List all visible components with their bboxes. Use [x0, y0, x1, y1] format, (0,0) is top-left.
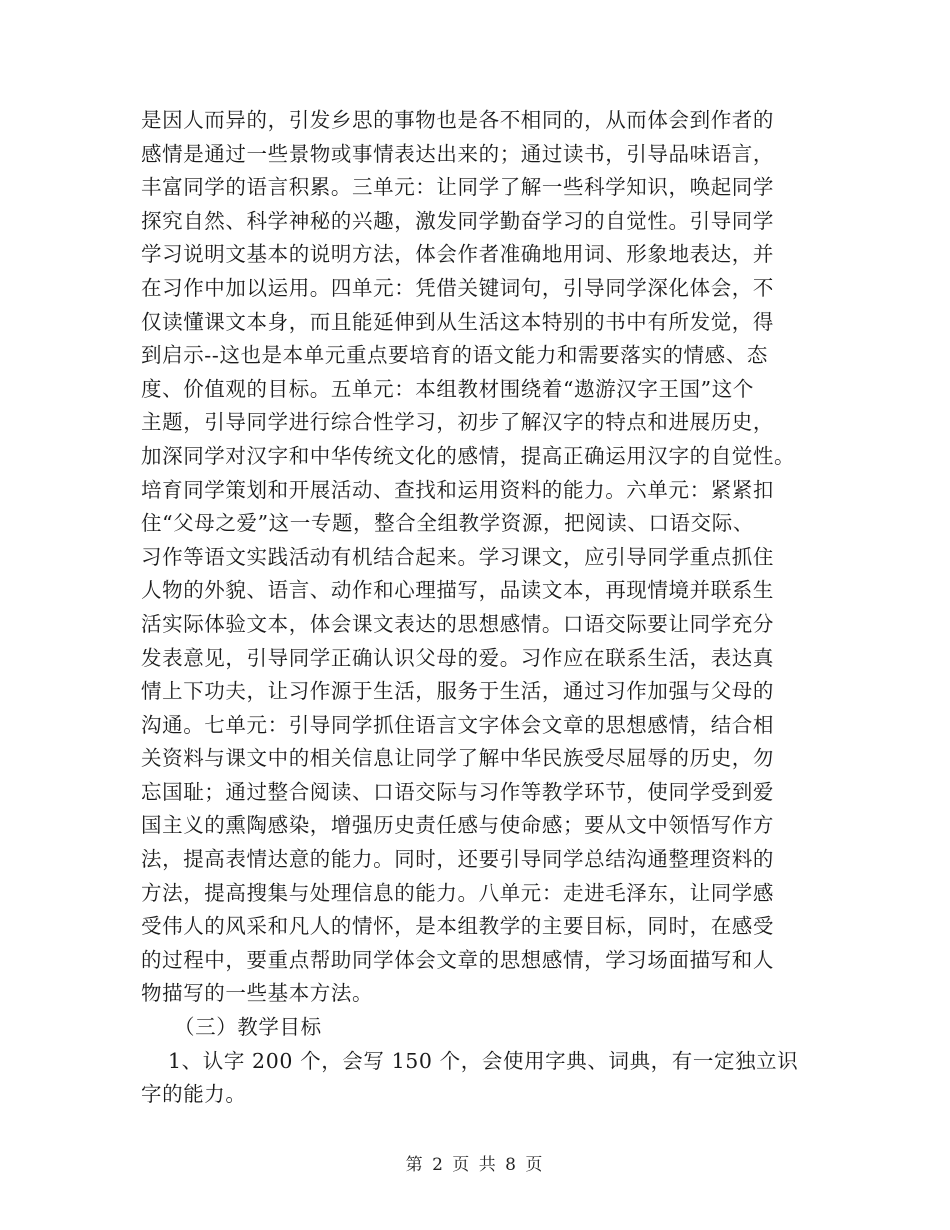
paragraph-line: 是因人而异的，引发乡思的事物也是各不相同的，从而体会到作者的 [141, 108, 774, 132]
paragraph-line: 人物的外貌、语言、动作和心理描写，品读文本，再现情境并联系生 [141, 578, 774, 603]
paragraph-line: 在习作中加以运用。四单元：凭借关键词句，引导同学深化体会，不 [141, 275, 774, 300]
paragraph-line: 沟通。七单元：引导同学抓住语言文字体会文章的思想感情，结合相 [141, 712, 774, 737]
paragraph-line: 方法，提高搜集与处理信息的能力。八单元：走进毛泽东，让同学感 [141, 880, 774, 905]
paragraph-line: 度、价值观的目标。五单元：本组教材围绕着“遨游汉字王国”这个 [141, 376, 754, 401]
paragraph-line: 情上下功夫，让习作源于生活，服务于生活，通过习作加强与父母的 [141, 679, 774, 704]
paragraph-line: 仅读懂课文本身，而且能延伸到从生活这本特别的书中有所发觉，得 [141, 309, 774, 334]
paragraph-line: 住“父母之爱”这一专题，整合全组教学资源，把阅读、口语交际、 [141, 511, 754, 536]
paragraph-line: 习作等语文实践活动有机结合起来。学习课文，应引导同学重点抓住 [141, 544, 774, 569]
paragraph-line: 感情是通过一些景物或事情表达出来的；通过读书，引导品味语言， [141, 141, 774, 166]
paragraph-line: 关资料与课文中的相关信息让同学了解中华民族受尽屈辱的历史，勿 [141, 746, 774, 771]
paragraph-line: 发表意见，引导同学正确认识父母的爱。习作应在联系生活，表达真 [141, 645, 774, 670]
paragraph-line: 的过程中，要重点帮助同学体会文章的思想感情，学习场面描写和人 [141, 947, 774, 972]
paragraph-line: 法，提高表情达意的能力。同时，还要引导同学总结沟通整理资料的 [141, 847, 774, 872]
paragraph-line: 主题，引导同学进行综合性学习，初步了解汉字的特点和进展历史， [141, 410, 774, 435]
paragraph-line: 培育同学策划和开展活动、查找和运用资料的能力。六单元：紧紧扣 [141, 477, 774, 502]
list-item-line: 字的能力。 [141, 1082, 247, 1107]
paragraph-line: 丰富同学的语言积累。三单元：让同学了解一些科学知识，唤起同学 [141, 175, 774, 200]
paragraph-line: 到启示--这也是本单元重点要培育的语文能力和需要落实的情感、态 [141, 343, 768, 368]
list-item-line: 1、认字 200 个，会写 150 个，会使用字典、词典，有一定独立识 [168, 1048, 799, 1073]
paragraph-line: 物描写的一些基本方法。 [141, 981, 374, 1006]
paragraph-line: 受伟人的风采和凡人的情怀，是本组教学的主要目标，同时，在感受 [141, 914, 774, 939]
page-number-footer: 第 2 页 共 8 页 [405, 1155, 545, 1175]
body-text [141, 104, 821, 1112]
paragraph-line: 学习说明文基本的说明方法，体会作者准确地用词、形象地表达，并 [141, 242, 774, 267]
paragraph-line: 活实际体验文本，体会课文表达的思想感情。口语交际要让同学充分 [141, 611, 774, 636]
paragraph-line: 国主义的熏陶感染，增强历史责任感与使命感；要从文中领悟写作方 [141, 813, 774, 838]
paragraph-line: 探究自然、科学神秘的兴趣，激发同学勤奋学习的自觉性。引导同学 [141, 208, 774, 233]
paragraph-line: 忘国耻；通过整合阅读、口语交际与习作等教学环节，使同学受到爱 [141, 779, 774, 804]
paragraph-line: 加深同学对汉字和中华传统文化的感情，提高正确运用汉字的自觉性。 [141, 443, 796, 468]
section-heading: （三）教学目标 [174, 1015, 322, 1040]
